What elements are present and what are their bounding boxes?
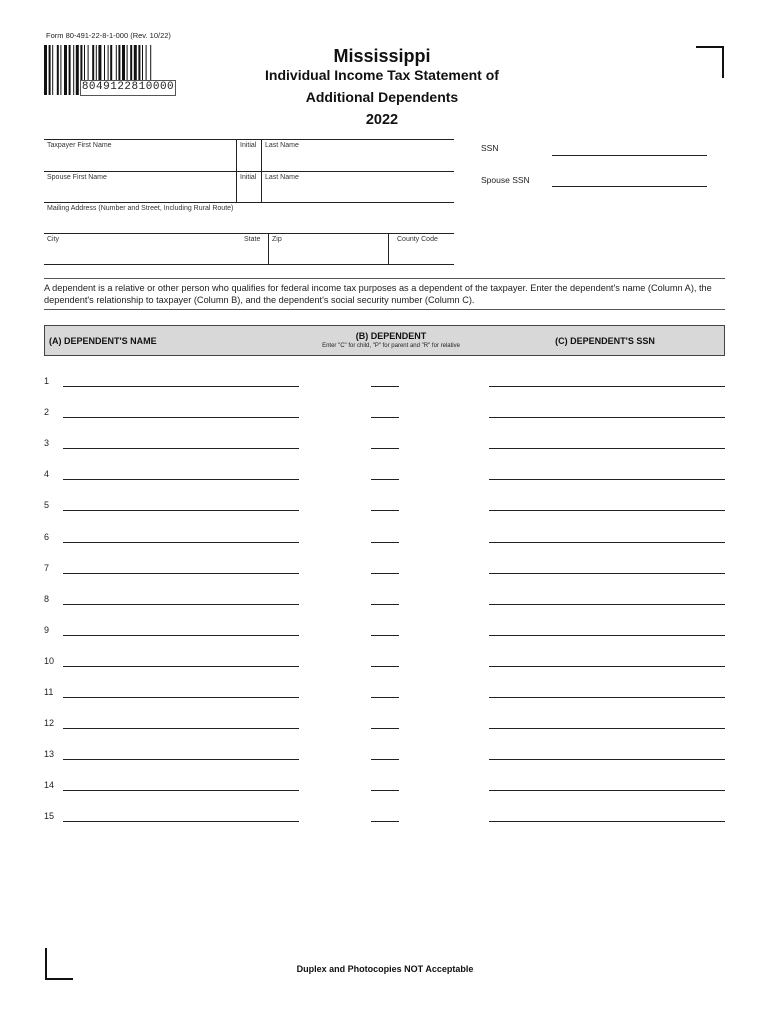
- spouse-initial-label: Initial: [240, 174, 257, 181]
- instructions-text: A dependent is a relative or other person who qualifies for federal income tax purposes as a dependent of the taxpayer. Enter the dependent's name (Column A), the dependent's relationship to taxpayer (Column B), and the dependent's social security number (Column C).: [44, 278, 725, 310]
- ssn-input-line[interactable]: [552, 155, 707, 156]
- row-number: 6: [44, 532, 50, 542]
- dependent-ssn-line[interactable]: [489, 821, 725, 822]
- dependent-row: [0, 749, 770, 769]
- dependent-relationship-line[interactable]: [371, 542, 399, 543]
- dependent-ssn-line[interactable]: [489, 635, 725, 636]
- dependent-relationship-line[interactable]: [371, 666, 399, 667]
- row-number: 8: [44, 594, 50, 604]
- dependent-relationship-line[interactable]: [371, 448, 399, 449]
- taxpayer-first-name-field[interactable]: [44, 140, 236, 172]
- mailing-address-label: Mailing Address (Number and Street, Including Rural Route): [47, 205, 234, 212]
- dependent-name-line[interactable]: [63, 604, 299, 605]
- dependent-ssn-line[interactable]: [489, 790, 725, 791]
- dependent-ssn-line[interactable]: [489, 386, 725, 387]
- row-number: 1: [44, 376, 50, 386]
- row-number: 10: [44, 656, 55, 666]
- row-number: 2: [44, 407, 50, 417]
- taxpayer-initial-field[interactable]: [236, 140, 261, 172]
- dependent-name-line[interactable]: [63, 448, 299, 449]
- row-number: 5: [44, 500, 50, 510]
- dependent-row: [0, 500, 770, 520]
- column-c-header: (C) DEPENDENT'S SSN: [555, 336, 655, 346]
- dependent-name-line[interactable]: [63, 821, 299, 822]
- spouse-first-name-field[interactable]: [44, 172, 236, 203]
- column-b-instructions: Enter "C" for child, "P" for parent and "R" for relative: [322, 343, 460, 349]
- dependent-row: [0, 594, 770, 614]
- zip-label: Zip: [272, 236, 282, 243]
- dependent-name-line[interactable]: [63, 417, 299, 418]
- ssn-label: SSN: [481, 143, 499, 153]
- dependent-row: [0, 780, 770, 800]
- taxpayer-initial-label: Initial: [240, 142, 257, 149]
- dependent-ssn-line[interactable]: [489, 479, 725, 480]
- dependent-name-line[interactable]: [63, 666, 299, 667]
- barcode-number: 8049122810000: [80, 80, 176, 96]
- dependent-relationship-line[interactable]: [371, 573, 399, 574]
- spouse-ssn-label: Spouse SSN: [481, 175, 530, 185]
- spouse-initial-field[interactable]: [236, 172, 261, 203]
- row-number: 11: [44, 687, 54, 697]
- city-field[interactable]: [44, 234, 240, 265]
- form-title-line-1: Individual Income Tax Statement of: [265, 67, 499, 83]
- dependent-relationship-line[interactable]: [371, 604, 399, 605]
- footer-notice: Duplex and Photocopies NOT Acceptable: [296, 964, 474, 974]
- dependent-name-line[interactable]: [63, 790, 299, 791]
- dependent-name-line[interactable]: [63, 479, 299, 480]
- spouse-last-name-label: Last Name: [265, 174, 299, 181]
- form-title-state: Mississippi: [333, 46, 431, 66]
- dependent-name-line[interactable]: [63, 635, 299, 636]
- row-number: 9: [44, 625, 50, 635]
- dependent-ssn-line[interactable]: [489, 542, 725, 543]
- dependent-row: [0, 376, 770, 396]
- dependent-row: [0, 811, 770, 831]
- county-code-field[interactable]: [388, 234, 454, 265]
- dependent-ssn-line[interactable]: [489, 697, 725, 698]
- dependent-row: [0, 438, 770, 458]
- city-label: City: [47, 236, 60, 243]
- registration-mark-top-right: [696, 46, 724, 78]
- dependent-relationship-line[interactable]: [371, 697, 399, 698]
- dependent-row: [0, 718, 770, 738]
- dependent-ssn-line[interactable]: [489, 417, 725, 418]
- county-code-label: County Code: [397, 236, 438, 243]
- dependent-ssn-line[interactable]: [489, 759, 725, 760]
- row-number: 12: [44, 718, 55, 728]
- dependent-ssn-line[interactable]: [489, 510, 725, 511]
- spouse-ssn-input-line[interactable]: [552, 186, 707, 187]
- form-title-line-2: Additional Dependents: [305, 89, 459, 105]
- dependent-relationship-line[interactable]: [371, 510, 399, 511]
- taxpayer-last-name-label: Last Name: [265, 142, 299, 149]
- dependent-name-line[interactable]: [63, 386, 299, 387]
- dependent-relationship-line[interactable]: [371, 417, 399, 418]
- state-field[interactable]: [240, 234, 268, 265]
- dependent-ssn-line[interactable]: [489, 573, 725, 574]
- mailing-address-field[interactable]: [44, 203, 454, 234]
- dependent-name-line[interactable]: [63, 697, 299, 698]
- row-number: 7: [44, 563, 50, 573]
- dependent-name-line[interactable]: [63, 759, 299, 760]
- zip-field[interactable]: [268, 234, 388, 265]
- dependent-row: [0, 563, 770, 583]
- dependent-relationship-line[interactable]: [371, 821, 399, 822]
- dependent-relationship-line[interactable]: [371, 386, 399, 387]
- dependent-row: [0, 656, 770, 676]
- form-number: Form 80-491-22-8-1-000 (Rev. 10/22): [46, 31, 171, 40]
- dependent-relationship-line[interactable]: [371, 728, 399, 729]
- dependent-ssn-line[interactable]: [489, 448, 725, 449]
- dependent-row: [0, 407, 770, 427]
- dependent-name-line[interactable]: [63, 542, 299, 543]
- dependent-relationship-line[interactable]: [371, 635, 399, 636]
- dependent-name-line[interactable]: [63, 573, 299, 574]
- spouse-first-name-label: Spouse First Name: [47, 174, 107, 181]
- taxpayer-last-name-field[interactable]: [261, 140, 454, 172]
- dependent-ssn-line[interactable]: [489, 666, 725, 667]
- form-tax-year: 2022: [365, 112, 399, 128]
- row-number: 3: [44, 438, 50, 448]
- taxpayer-first-name-label: Taxpayer First Name: [47, 142, 112, 149]
- dependent-relationship-line[interactable]: [371, 479, 399, 480]
- taxpayer-info-grid: [44, 139, 454, 265]
- row-number: 4: [44, 469, 50, 479]
- dependent-ssn-line[interactable]: [489, 728, 725, 729]
- dependent-row: [0, 625, 770, 645]
- dependent-row: [0, 687, 770, 707]
- dependent-ssn-line[interactable]: [489, 604, 725, 605]
- row-number: 14: [44, 780, 55, 790]
- dependent-row: [0, 532, 770, 552]
- dependent-relationship-line[interactable]: [371, 759, 399, 760]
- spouse-last-name-field[interactable]: [261, 172, 454, 203]
- dependent-relationship-line[interactable]: [371, 790, 399, 791]
- column-b-header: (B) DEPENDENT: [355, 331, 427, 341]
- dependent-name-line[interactable]: [63, 510, 299, 511]
- row-number: 15: [44, 811, 55, 821]
- dependent-name-line[interactable]: [63, 728, 299, 729]
- column-a-header: (A) DEPENDENT'S NAME: [49, 336, 157, 346]
- state-label: State: [244, 236, 261, 243]
- row-number: 13: [44, 749, 55, 759]
- registration-mark-bottom-left: [45, 948, 73, 980]
- dependent-row: [0, 469, 770, 489]
- dependents-column-header: [44, 325, 725, 356]
